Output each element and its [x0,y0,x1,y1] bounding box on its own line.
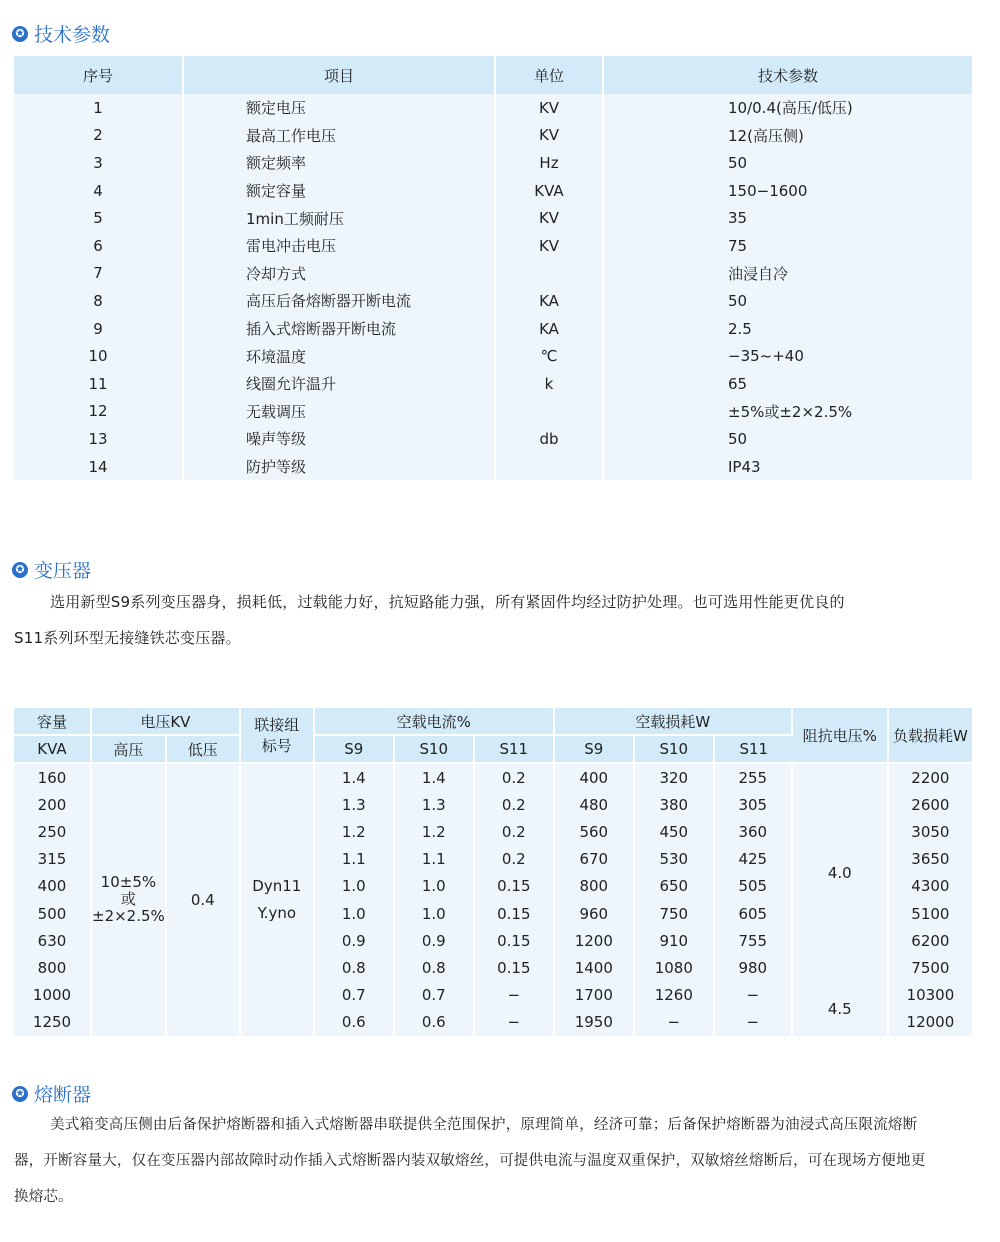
cell-current-s10: 1.0 [395,873,475,900]
cell-loss-s9: 480 [555,791,635,818]
cell-current-s10: 1.1 [395,846,475,873]
col-header-noload-current: 空载电流% [315,708,555,736]
cell-capacity: 250 [14,818,92,845]
cell-current-s9: 0.6 [315,1009,395,1036]
cell-loss-s9: 670 [555,846,635,873]
cell-loss-s9: 400 [555,764,635,791]
section-title-label: 技术参数 [34,24,111,46]
cell-load-loss: 6200 [889,927,972,954]
cell-item: 插入式熔断器开断电流 [184,315,496,343]
cell-item: 高压后备熔断器开断电流 [184,287,496,315]
cell-unit: Hz [496,149,604,177]
transformer-table [14,708,972,1036]
table-row [14,425,972,453]
cell-load-loss: 2200 [889,764,972,791]
cell-impedance-1: 4.0 [793,764,889,982]
cell-value: −35~+40 [604,342,972,370]
group-header-line1: 联接组 [254,716,300,734]
cell-unit: KVA [496,177,604,205]
high-voltage-line-3: ±2×2.5% [92,907,165,926]
col-header-high: 高压 [92,736,167,764]
col-header-voltage: 电压KV [92,708,241,736]
table-row [14,453,972,481]
cell-unit: KA [496,287,604,315]
cell-load-loss: 12000 [889,1009,972,1036]
cell-index: 11 [14,370,184,398]
col-header-value: 技术参数 [604,56,972,94]
cell-current-s11: 0.2 [475,791,555,818]
cell-unit: ℃ [496,342,604,370]
cell-unit: db [496,425,604,453]
high-voltage-line-1: 10±5% [100,873,157,892]
cell-unit: KV [496,94,604,122]
cell-current-s11: 0.2 [475,818,555,845]
col-header-low: 低压 [167,736,241,764]
fuse-text-line3: 换熔芯。 [14,1189,73,1205]
col-header-loss-s10: S10 [635,736,715,764]
cell-loss-s9: 960 [555,900,635,927]
cell-unit [496,398,604,426]
cell-value: 50 [604,149,972,177]
cell-loss-s11: 305 [715,791,793,818]
cell-value: 65 [604,370,972,398]
cell-current-s9: 1.0 [315,900,395,927]
cell-item: 冷却方式 [184,260,496,288]
cell-value: 2.5 [604,315,972,343]
cell-capacity: 400 [14,873,92,900]
cell-loss-s9: 1200 [555,927,635,954]
cell-unit: KV [496,232,604,260]
col-header-noload-loss: 空载损耗W [555,708,793,736]
cell-item: 防护等级 [184,453,496,481]
transformer-body [14,764,972,1036]
cell-current-s11: 0.15 [475,900,555,927]
cell-current-s10: 0.7 [395,982,475,1009]
params-header-row [14,56,972,94]
star-circle-icon: ✪ [12,26,28,42]
cell-current-s11: − [475,982,555,1009]
cell-index: 9 [14,315,184,343]
cell-loss-s10: − [635,1009,715,1036]
cell-item: 环境温度 [184,342,496,370]
table-row [14,260,972,288]
cell-index: 12 [14,398,184,426]
cell-unit: KV [496,122,604,150]
table-row [14,398,972,426]
cell-unit: KV [496,204,604,232]
cell-value: 75 [604,232,972,260]
cell-load-loss: 2600 [889,791,972,818]
col-header-current-s11: S11 [475,736,555,764]
cell-loss-s11: − [715,982,793,1009]
trans-header-row-1 [14,708,972,736]
cell-loss-s9: 1400 [555,954,635,981]
cell-current-s11: 0.15 [475,954,555,981]
cell-capacity: 160 [14,764,92,791]
cell-value: ±5%或±2×2.5% [604,398,972,426]
cell-index: 2 [14,122,184,150]
cell-index: 3 [14,149,184,177]
table-row [14,764,972,791]
cell-current-s10: 1.2 [395,818,475,845]
cell-current-s9: 1.1 [315,846,395,873]
cell-index: 5 [14,204,184,232]
table-row [14,370,972,398]
cell-loss-s9: 560 [555,818,635,845]
table-row [14,342,972,370]
star-circle-icon: ✪ [12,1086,28,1102]
cell-item: 线圈允许温升 [184,370,496,398]
cell-unit: k [496,370,604,398]
section-title-fuse [12,1080,91,1107]
cell-capacity: 1250 [14,1009,92,1036]
cell-value: 12(高压侧) [604,122,972,150]
cell-value: 油浸自冷 [604,260,972,288]
cell-loss-s10: 380 [635,791,715,818]
fuse-text-line2: 器，开断容量大，仅在变压器内部故障时动作插入式熔断器内装双敏熔丝，可提供电流与温度双重保护，双敏熔丝熔断后，可在现场方便地更 [14,1153,926,1169]
col-header-unit: 单位 [496,56,604,94]
cell-capacity: 315 [14,846,92,873]
cell-item: 最高工作电压 [184,122,496,150]
fuse-text-line1: 美式箱变高压侧由后备保护熔断器和插入式熔断器串联提供全范围保护，原理简单，经济可靠；后备保护熔断器为油浸式高压限流熔断 [50,1117,918,1133]
table-row [14,177,972,205]
cell-value: 50 [604,287,972,315]
cell-loss-s10: 450 [635,818,715,845]
cell-loss-s11: 505 [715,873,793,900]
params-body [14,94,972,480]
cell-capacity: 1000 [14,982,92,1009]
star-circle-icon: ✪ [12,562,28,578]
cell-current-s10: 0.8 [395,954,475,981]
table-row [14,149,972,177]
cell-loss-s11: 980 [715,954,793,981]
group-line-1: Dyn11 [252,876,302,895]
col-header-loss-s11: S11 [715,736,793,764]
cell-value: 10/0.4(高压/低压) [604,94,972,122]
cell-loss-s11: 360 [715,818,793,845]
cell-unit [496,260,604,288]
cell-high-voltage [92,764,167,1036]
table-row [14,315,972,343]
col-header-capacity: 容量 [14,708,92,736]
cell-loss-s9: 1950 [555,1009,635,1036]
cell-current-s9: 0.7 [315,982,395,1009]
cell-current-s10: 1.0 [395,900,475,927]
cell-item: 噪声等级 [184,425,496,453]
cell-current-s9: 1.0 [315,873,395,900]
col-header-group [241,708,315,764]
cell-capacity: 500 [14,900,92,927]
cell-index: 1 [14,94,184,122]
cell-loss-s11: 605 [715,900,793,927]
cell-load-loss: 5100 [889,900,972,927]
col-header-item: 项目 [184,56,496,94]
cell-load-loss: 3650 [889,846,972,873]
cell-index: 13 [14,425,184,453]
table-row [14,122,972,150]
cell-loss-s11: − [715,1009,793,1036]
cell-item: 1min工频耐压 [184,204,496,232]
col-header-load-loss: 负载损耗W [889,708,972,764]
transformer-text-line2: S11系列环型无接缝铁芯变压器。 [14,629,241,647]
cell-loss-s9: 800 [555,873,635,900]
cell-current-s10: 1.4 [395,764,475,791]
section-title-label: 变压器 [34,560,92,582]
cell-load-loss: 4300 [889,873,972,900]
cell-current-s9: 1.2 [315,818,395,845]
fuse-description [14,1107,974,1215]
cell-loss-s10: 1260 [635,982,715,1009]
cell-current-s11: − [475,1009,555,1036]
cell-index: 4 [14,177,184,205]
cell-group [241,764,315,1036]
cell-index: 7 [14,260,184,288]
cell-current-s10: 0.9 [395,927,475,954]
cell-unit: KA [496,315,604,343]
cell-index: 6 [14,232,184,260]
col-header-index: 序号 [14,56,184,94]
cell-capacity: 630 [14,927,92,954]
cell-loss-s10: 750 [635,900,715,927]
cell-impedance-2: 4.5 [793,982,889,1036]
params-table [14,56,972,480]
cell-current-s9: 1.3 [315,791,395,818]
table-row [14,204,972,232]
transformer-description [14,584,974,656]
cell-current-s9: 1.4 [315,764,395,791]
cell-current-s11: 0.2 [475,764,555,791]
group-line-2: Y.yno [257,903,297,922]
cell-load-loss: 3050 [889,818,972,845]
cell-unit [496,453,604,481]
col-header-current-s10: S10 [395,736,475,764]
cell-load-loss: 10300 [889,982,972,1009]
cell-loss-s11: 425 [715,846,793,873]
cell-index: 10 [14,342,184,370]
section-title-label: 熔断器 [34,1084,92,1106]
cell-capacity: 800 [14,954,92,981]
cell-loss-s11: 755 [715,927,793,954]
cell-current-s9: 0.8 [315,954,395,981]
cell-value: 50 [604,425,972,453]
transformer-text-line1: 选用新型S9系列变压器身，损耗低，过载能力好，抗短路能力强，所有紧固件均经过防护处理。也可选用性能更优良的 [50,593,845,611]
table-row [14,287,972,315]
section-title-params [12,20,110,47]
cell-loss-s10: 320 [635,764,715,791]
table-row [14,94,972,122]
cell-value: 35 [604,204,972,232]
cell-loss-s9: 1700 [555,982,635,1009]
col-header-loss-s9: S9 [555,736,635,764]
cell-low-voltage: 0.4 [167,764,241,1036]
cell-index: 14 [14,453,184,481]
cell-loss-s10: 530 [635,846,715,873]
col-header-impedance: 阻抗电压% [793,708,889,764]
cell-loss-s10: 650 [635,873,715,900]
cell-current-s10: 1.3 [395,791,475,818]
cell-item: 无载调压 [184,398,496,426]
cell-value: 150−1600 [604,177,972,205]
cell-item: 额定电压 [184,94,496,122]
cell-current-s10: 0.6 [395,1009,475,1036]
cell-value: IP43 [604,453,972,481]
cell-item: 额定频率 [184,149,496,177]
cell-index: 8 [14,287,184,315]
col-header-kva: KVA [14,736,92,764]
group-header-line2: 标号 [261,737,292,755]
high-voltage-line-2: 或 [120,890,136,909]
col-header-current-s9: S9 [315,736,395,764]
cell-item: 雷电冲击电压 [184,232,496,260]
cell-current-s11: 0.15 [475,927,555,954]
cell-current-s9: 0.9 [315,927,395,954]
cell-load-loss: 7500 [889,954,972,981]
cell-capacity: 200 [14,791,92,818]
cell-current-s11: 0.2 [475,846,555,873]
table-row [14,232,972,260]
cell-loss-s10: 1080 [635,954,715,981]
cell-loss-s10: 910 [635,927,715,954]
cell-item: 额定容量 [184,177,496,205]
cell-current-s11: 0.15 [475,873,555,900]
section-title-transformer [12,556,91,583]
cell-loss-s11: 255 [715,764,793,791]
